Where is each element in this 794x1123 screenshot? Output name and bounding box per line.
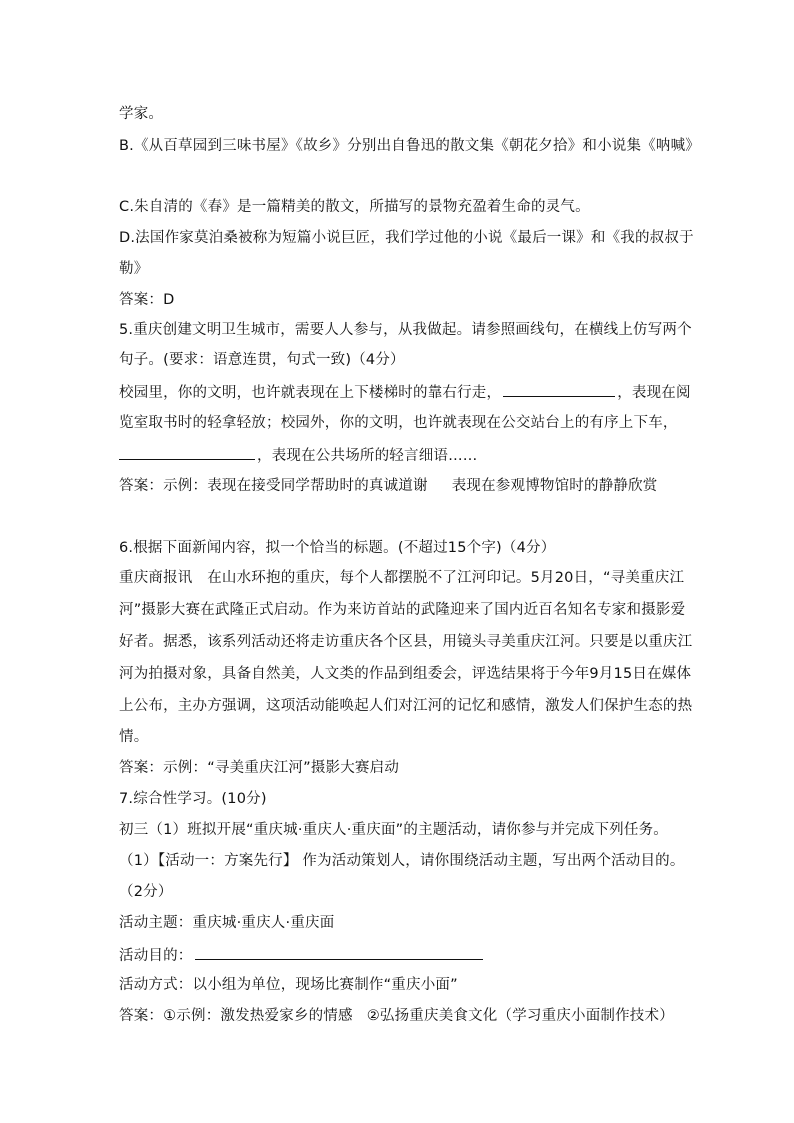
question-7: [119, 789, 267, 809]
news-text: [119, 632, 692, 652]
fill-blank-line: [195, 944, 483, 960]
line-text: ，表现在公共场所的轻言细语……: [257, 448, 478, 464]
line-text: 答案：示例：表现在接受同学帮助时的真诚道谢: [119, 478, 428, 494]
answer-4: [119, 290, 174, 310]
fill-blank-line: [503, 381, 615, 397]
news-text: [119, 600, 685, 620]
line-text: ，表现在阅: [617, 385, 691, 401]
line-text: 答案：①示例：激发热爱家乡的情感: [119, 1008, 353, 1024]
text-line: [119, 259, 148, 279]
line-text: 句子。(要求：语意连贯，句式一致)（4分）: [119, 352, 405, 368]
line-text: 答案：D: [119, 292, 175, 308]
line-text: D.法国作家莫泊桑被称为短篇小说巨匠，我们学过他的小说《最后一课》和《我的叔叔于: [119, 230, 694, 246]
line-text: （2分）: [119, 884, 173, 900]
line-text: 6.根据下面新闻内容，拟一个恰当的标题。(不超过15个字)（4分）: [119, 540, 556, 556]
text-line: [119, 104, 163, 124]
line-text: 校园里，你的文明，也许就表现在上下楼梯时的靠右行走，: [119, 385, 502, 401]
answer-5: [119, 476, 658, 496]
line-text: 河”摄影大赛在武隆正式启动。作为来访首站的武隆迎来了国内近百名知名专家和摄影爱: [119, 602, 686, 618]
text-line: [119, 851, 685, 871]
text-line: [119, 381, 691, 403]
line-text: ②弘扬重庆美食文化（学习重庆小面制作技术）: [366, 1008, 674, 1024]
line-text: 初三（1）班拟开展“重庆城·重庆人·重庆面”的主题活动，请你参与并完成下列任务。: [119, 822, 668, 838]
line-text: 5.重庆创建文明卫生城市，需要人人参与，从我做起。请参照画线句，在横线上仿写两个: [119, 322, 692, 338]
news-text: [119, 568, 684, 588]
line-text: 活动目的：: [119, 948, 193, 964]
line-text: 学家。: [119, 106, 164, 122]
line-text: 答案：示例：“寻美重庆江河”摄影大赛启动: [119, 760, 400, 776]
line-text: 勒》: [119, 261, 149, 277]
line-text: 好者。据悉，该系列活动还将走访重庆各个区县，用镜头寻美重庆江河。只要是以重庆江: [119, 634, 693, 650]
line-text: 表现在参观博物馆时的静静欣赏: [451, 478, 658, 494]
activity-theme: [119, 913, 334, 933]
option-d: [119, 228, 694, 248]
activity-purpose: [119, 944, 483, 966]
text-line: [119, 350, 405, 370]
line-text: 活动方式：以小组为单位，现场比赛制作“重庆小面”: [119, 977, 458, 993]
line-text: C.朱自清的《春》是一篇精美的散文，所描写的景物充盈着生命的灵气。: [119, 199, 590, 215]
text-line: [119, 444, 478, 466]
text-line: [119, 882, 173, 902]
option-b: [119, 136, 700, 156]
line-text: 7.综合性学习。(10分): [119, 791, 267, 807]
text-line: [119, 413, 678, 433]
line-text: （1）【活动一：方案先行】 作为活动策划人，请你围绕活动主题，写出两个活动目的。: [119, 853, 685, 869]
line-text: 览室取书时的轻拿轻放；校园外，你的文明，也许就表现在公交站台上的有序上下车，: [119, 415, 678, 431]
line-text: 河为拍摄对象，具备自然美，人文类的作品到组委会，评选结果将于今年9月15日在媒体: [119, 666, 692, 682]
line-text: 上公布，主办方强调，这项活动能唤起人们对江河的记忆和感情，激发人们保护生态的热: [119, 698, 693, 714]
question-5: [119, 320, 692, 340]
news-text: [119, 664, 691, 684]
question-6: [119, 538, 555, 558]
line-text: 重庆商报讯 在山水环抱的重庆，每个人都摆脱不了江河印记。5月20日，“寻美重庆江: [119, 570, 685, 586]
answer-6: [119, 758, 399, 778]
news-text: [119, 727, 148, 747]
activity-method: [119, 975, 458, 995]
text-line: [119, 820, 668, 840]
fill-blank-line: [119, 444, 255, 460]
option-c: [119, 197, 590, 217]
line-text: B.《从百草园到三味书屋》《故乡》分别出自鲁迅的散文集《朝花夕拾》和小说集《呐喊》: [119, 138, 701, 154]
line-text: 活动主题：重庆城·重庆人·重庆面: [119, 915, 335, 931]
line-text: 情。: [119, 729, 149, 745]
answer-7: [119, 1006, 674, 1026]
news-text: [119, 696, 692, 716]
